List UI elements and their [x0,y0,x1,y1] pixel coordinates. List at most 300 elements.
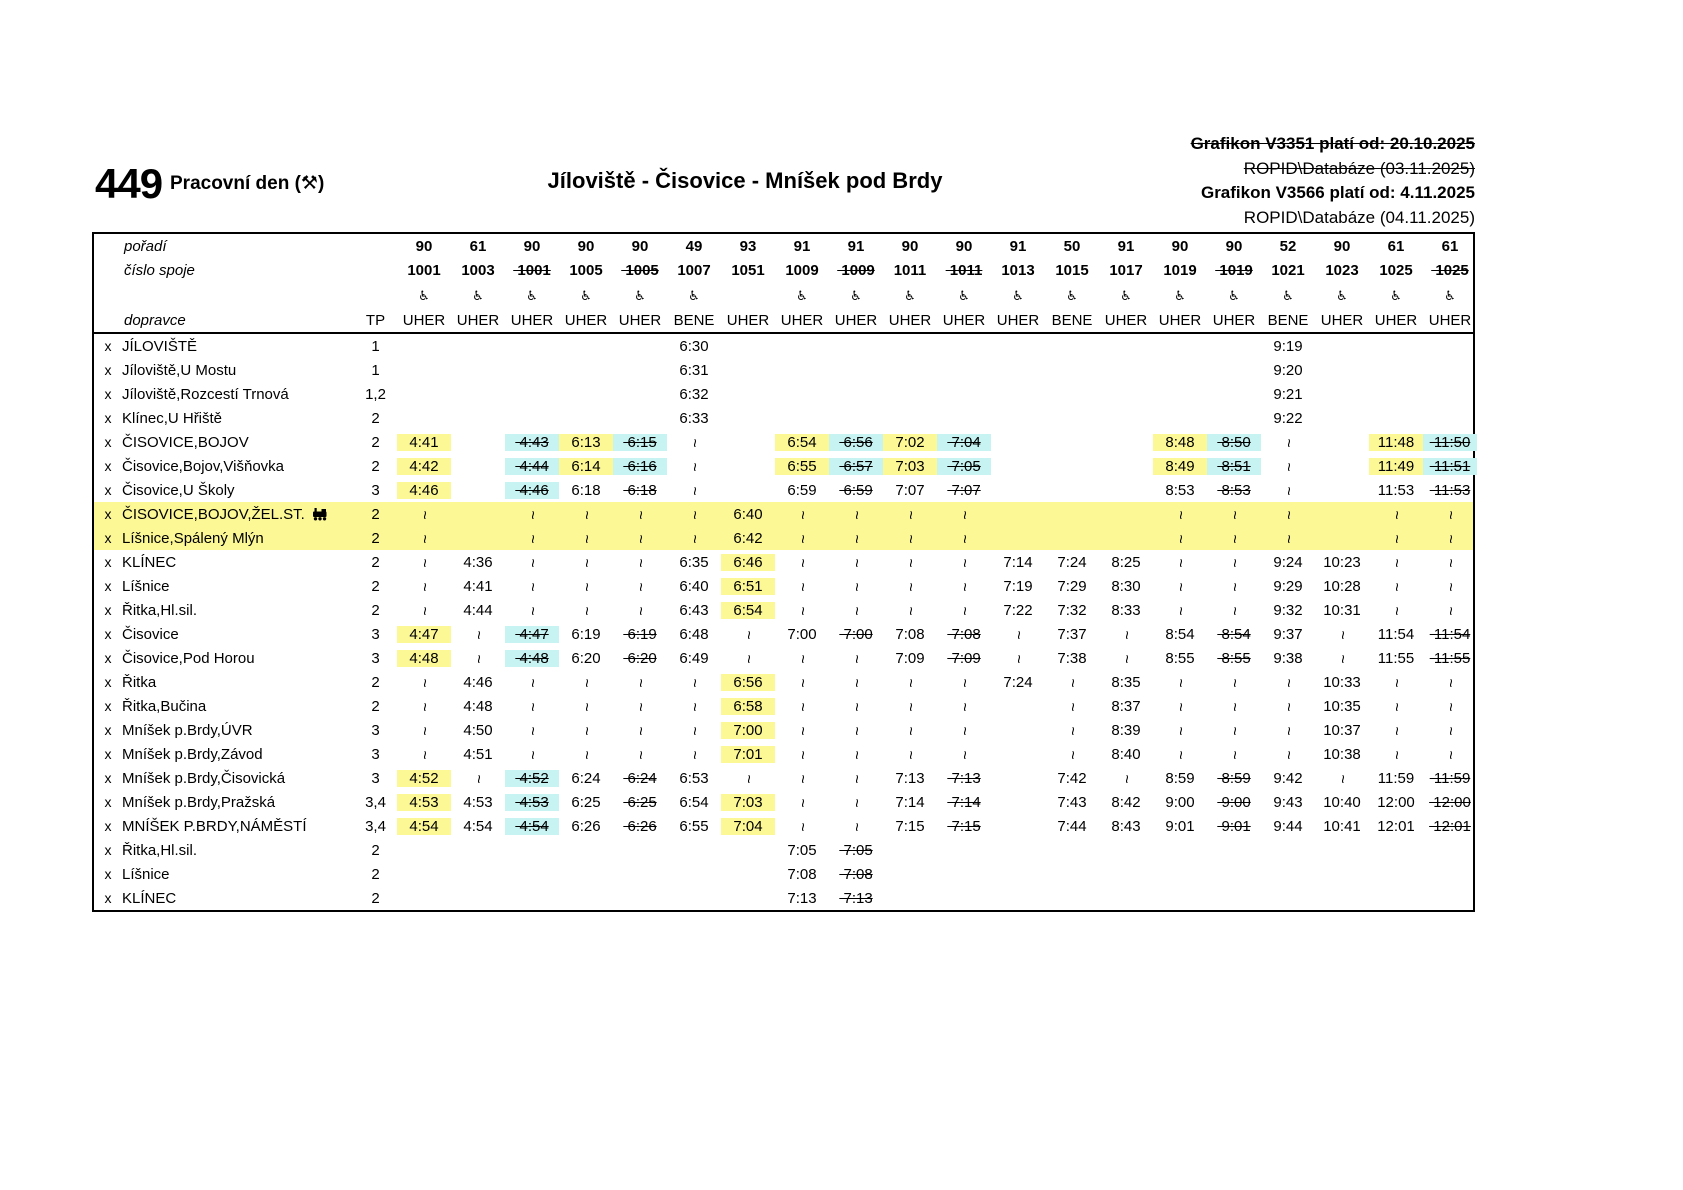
timetable-cell [775,698,829,715]
timetable-cell: 9:43 [1273,793,1303,811]
timetable-cell: 4:48 [463,697,493,715]
validity-info-line: Grafikon V3351 platí od: 20.10.2025 [1190,134,1475,153]
pass-through-icon: ~ [1388,605,1405,616]
timetable-cell: 7:00 [721,722,775,739]
timetable-cell: 4:42 [397,458,451,475]
pass-through-icon: ~ [1226,581,1243,592]
timetable-cell [505,722,559,739]
pass-through-icon: ~ [1172,509,1189,520]
timetable-cell: 4:41 [463,577,493,595]
timetable-cell [1369,746,1423,763]
timetable-cell: 4:54 [463,817,493,835]
pass-through-icon: ~ [1388,677,1405,688]
pass-through-icon: ~ [902,725,919,736]
tariff-zone: 1,2 [365,385,386,403]
column-poradi: 90 [901,237,919,255]
validity-info-line: ROPID\Databáze (04.11.2025) [1243,207,1475,227]
timetable-cell: 9:29 [1273,577,1303,595]
pass-through-icon: ~ [740,629,757,640]
tariff-zone: 2 [371,505,380,523]
timetable-cell [1369,506,1423,523]
timetable-cell [559,578,613,595]
timetable-cell [937,722,991,739]
timetable-cell [775,506,829,523]
request-stop-mark: x [104,530,112,546]
timetable-cell [451,650,505,667]
timetable-cell [1099,770,1153,787]
timetable-cell [559,722,613,739]
pass-through-icon: ~ [956,701,973,712]
timetable-cell: 6:40 [679,577,709,595]
timetable-cell [775,818,829,835]
wheelchair-icon: ♿ [634,287,646,303]
timetable-cell [991,626,1045,643]
tariff-zone: 3 [371,745,380,763]
dopravce-label: dopravce [124,311,186,329]
pass-through-icon: ~ [1172,677,1189,688]
timetable-cell [829,770,883,787]
timetable-cell [1369,578,1423,595]
pass-through-icon: ~ [416,749,433,760]
station-name: KLÍNEC [122,553,177,571]
pass-through-icon: ~ [1334,773,1351,784]
timetable-cell: 12:01 [1429,817,1471,835]
wheelchair-icon: ♿ [1066,287,1078,303]
pass-through-icon: ~ [1280,509,1297,520]
pass-through-icon: ~ [956,581,973,592]
timetable-cell: 7:04 [721,818,775,835]
stop-row [94,502,1473,526]
pass-through-icon: ~ [686,533,703,544]
timetable-cell: 6:32 [679,385,709,403]
timetable-cell: 8:40 [1111,745,1141,763]
timetable-cell: 6:24 [623,769,657,787]
timetable-cell [559,698,613,715]
request-stop-mark: x [104,842,112,858]
timetable-cell: 8:49 [1153,458,1207,475]
pass-through-icon: ~ [578,581,595,592]
timetable-cell [1423,746,1477,763]
pass-through-icon: ~ [1280,533,1297,544]
pass-through-icon: ~ [578,701,595,712]
stop-row [94,718,1473,742]
timetable-cell [397,746,451,763]
wheelchair-icon: ♿ [796,287,808,303]
timetable-cell [451,770,505,787]
wheelchair-icon: ♿ [850,287,862,303]
timetable-cell: 4:54 [505,818,559,835]
timetable-cell: 7:01 [721,746,775,763]
timetable-cell [397,698,451,715]
pass-through-icon: ~ [794,749,811,760]
timetable-cell: 6:42 [733,529,763,547]
stop-row [94,478,1473,502]
timetable-cell: 7:38 [1057,649,1087,667]
timetable-cell [937,506,991,523]
column-poradi: 90 [955,237,973,255]
timetable-cell: 7:08 [839,865,873,883]
timetable-cell [1423,554,1477,571]
timetable-cell: 7:09 [947,649,981,667]
timetable-cell [829,722,883,739]
pass-through-icon: ~ [902,749,919,760]
timetable-cell [883,722,937,739]
pass-through-icon: ~ [848,653,865,664]
pass-through-icon: ~ [1172,581,1189,592]
station-name: Mníšek p.Brdy,Závod [122,745,263,763]
column-dopravce: UHER [1104,311,1148,329]
timetable-cell [775,650,829,667]
tariff-zone: 2 [371,433,380,451]
timetable-cell: 7:13 [895,769,925,787]
stop-row [94,598,1473,622]
tariff-zone: 2 [371,673,380,691]
timetable-cell: 7:32 [1057,601,1087,619]
timetable-cell [1207,746,1261,763]
timetable-cell [1261,434,1315,451]
pass-through-icon: ~ [1226,557,1243,568]
timetable-cell: 7:22 [1003,601,1033,619]
timetable-cell: 6:33 [679,409,709,427]
pass-through-icon: ~ [848,701,865,712]
wheelchair-icon: ♿ [1282,287,1294,303]
pass-through-icon: ~ [956,557,973,568]
timetable-cell: 6:40 [733,505,763,523]
timetable-cell: 6:43 [679,601,709,619]
pass-through-icon: ~ [470,629,487,640]
timetable-cell [1315,650,1369,667]
timetable-cell [721,626,775,643]
column-poradi: 93 [739,237,757,255]
timetable-cell: 6:18 [623,481,657,499]
column-dopravce: BENE [1051,311,1093,329]
wheelchair-icon: ♿ [418,287,430,303]
pass-through-icon: ~ [632,533,649,544]
station-name: Líšnice [122,865,170,883]
timetable-cell [1207,722,1261,739]
timetable-cell: 8:59 [1217,769,1251,787]
pass-through-icon: ~ [416,725,433,736]
column-cislo-spoje: 1023 [1325,261,1359,279]
timetable-cell [883,746,937,763]
pass-through-icon: ~ [686,677,703,688]
timetable-cell: 9:37 [1273,625,1303,643]
timetable-cell [505,674,559,691]
pass-through-icon: ~ [902,557,919,568]
column-cislo-spoje: 1011 [945,261,983,279]
timetable-cell: 6:31 [679,361,709,379]
pass-through-icon: ~ [632,749,649,760]
column-dopravce: UHER [564,311,608,329]
request-stop-mark: x [104,722,112,738]
timetable-cell: 7:24 [1057,553,1087,571]
request-stop-mark: x [104,650,112,666]
timetable-cell: 6:54 [775,434,829,451]
timetable-cell: 8:39 [1111,721,1141,739]
column-dopravce: UHER [1158,311,1202,329]
timetable-cell: 9:24 [1273,553,1303,571]
request-stop-mark: x [104,818,112,834]
timetable-cell [613,722,667,739]
timetable-cell [775,578,829,595]
timetable-cell [1315,626,1369,643]
stop-row [94,694,1473,718]
station-name: KLÍNEC [122,889,177,907]
station-name: ČISOVICE,BOJOV,ŽEL.ST. [122,506,354,523]
pass-through-icon: ~ [632,725,649,736]
timetable-cell [1423,722,1477,739]
pass-through-icon: ~ [416,533,433,544]
stop-row [94,790,1473,814]
tariff-zone: 3 [371,769,380,787]
timetable-cell [1153,530,1207,547]
timetable-cell [397,530,451,547]
timetable-cell [775,674,829,691]
pass-through-icon: ~ [848,605,865,616]
timetable-cell: 6:57 [829,458,883,475]
timetable-cell: 6:58 [721,698,775,715]
pass-through-icon: ~ [1280,677,1297,688]
timetable-cell: 4:44 [505,458,559,475]
pass-through-icon: ~ [1442,725,1459,736]
timetable-cell: 6:19 [623,625,657,643]
timetable-cell: 9:38 [1273,649,1303,667]
tariff-zone: 2 [371,841,380,859]
request-stop-mark: x [104,602,112,618]
timetable-cell [775,746,829,763]
timetable-cell [883,554,937,571]
station-name: Jíloviště,Rozcestí Trnová [122,385,289,403]
pass-through-icon: ~ [416,557,433,568]
timetable-cell: 4:48 [397,650,451,667]
timetable-cell: 6:24 [571,769,601,787]
timetable-cell [1153,602,1207,619]
pass-through-icon: ~ [1442,509,1459,520]
pass-through-icon: ~ [1226,533,1243,544]
pass-through-icon: ~ [1064,749,1081,760]
request-stop-mark: x [104,794,112,810]
request-stop-mark: x [104,674,112,690]
pass-through-icon: ~ [1280,461,1297,472]
station-name: Mníšek p.Brdy,ÚVR [122,721,253,739]
pass-through-icon: ~ [1388,581,1405,592]
tariff-zone: 2 [371,601,380,619]
timetable-cell: 8:55 [1217,649,1251,667]
pass-through-icon: ~ [524,677,541,688]
pass-through-icon: ~ [1010,653,1027,664]
request-stop-mark: x [104,386,112,402]
timetable-cell [883,602,937,619]
timetable-cell [667,722,721,739]
timetable-cell: 6:54 [679,793,709,811]
stop-row [94,742,1473,766]
timetable-cell [451,626,505,643]
timetable-cell [883,530,937,547]
timetable-cell: 7:43 [1057,793,1087,811]
column-poradi: 90 [1333,237,1351,255]
pass-through-icon: ~ [794,509,811,520]
timetable-cell: 11:51 [1423,458,1477,475]
tariff-zone: 1 [371,337,380,355]
timetable-cell: 4:46 [505,482,559,499]
validity-info-line: Grafikon V3566 platí od: 4.11.2025 [1200,183,1475,202]
pass-through-icon: ~ [848,773,865,784]
timetable-cell [1261,746,1315,763]
timetable-cell [667,746,721,763]
timetable-cell [883,698,937,715]
column-dopravce: UHER [726,311,770,329]
timetable-cell [1099,650,1153,667]
pass-through-icon: ~ [1064,677,1081,688]
timetable-cell: 6:54 [721,602,775,619]
request-stop-mark: x [104,770,112,786]
pass-through-icon: ~ [686,749,703,760]
stop-row [94,382,1473,406]
timetable-cell: 6:15 [613,434,667,451]
wheelchair-icon: ♿ [1336,287,1348,303]
pass-through-icon: ~ [686,485,703,496]
pass-through-icon: ~ [1172,605,1189,616]
timetable-cell: 8:53 [1165,481,1195,499]
column-poradi: 52 [1279,237,1297,255]
timetable-cell [1423,602,1477,619]
timetable-cell: 4:44 [463,601,493,619]
pass-through-icon: ~ [1172,533,1189,544]
request-stop-mark: x [104,890,112,906]
pass-through-icon: ~ [1388,509,1405,520]
column-cislo-spoje: 1019 [1215,261,1253,279]
request-stop-mark: x [104,338,112,354]
pass-through-icon: ~ [632,557,649,568]
timetable-cell: 7:03 [721,794,775,811]
pass-through-icon: ~ [578,749,595,760]
timetable-cell [1369,698,1423,715]
station-name: Řitka,Hl.sil. [122,601,198,619]
timetable-cell: 6:20 [623,649,657,667]
pass-through-icon: ~ [1442,677,1459,688]
timetable-cell: 4:51 [463,745,493,763]
timetable-cell: 6:14 [559,458,613,475]
pass-through-icon: ~ [578,533,595,544]
timetable-cell: 7:13 [839,889,873,907]
timetable-cell: 6:26 [571,817,601,835]
timetable-cell [613,698,667,715]
timetable-cell [1153,554,1207,571]
timetable-cell [1261,722,1315,739]
timetable-cell [397,674,451,691]
stop-row [94,862,1473,886]
station-name: Klínec,U Hřiště [122,409,223,427]
timetable-cell [829,554,883,571]
timetable-cell [829,746,883,763]
column-dopravce: UHER [834,311,878,329]
pass-through-icon: ~ [740,653,757,664]
timetable-cell [613,530,667,547]
pass-through-icon: ~ [794,797,811,808]
pass-through-icon: ~ [416,677,433,688]
cislo-spoje-row [94,258,1473,282]
timetable-cell: 7:05 [787,841,817,859]
timetable-cell: 8:51 [1207,458,1261,475]
column-cislo-spoje: 1051 [731,261,765,279]
timetable-cell [1153,674,1207,691]
timetable-cell [1423,530,1477,547]
pass-through-icon: ~ [686,725,703,736]
column-poradi: 61 [1387,237,1405,255]
timetable-cell: 7:15 [947,817,981,835]
timetable-cell: 7:37 [1057,625,1087,643]
timetable-cell [613,578,667,595]
timetable-cell [1261,698,1315,715]
timetable-cell: 6:13 [559,434,613,451]
column-dopravce: UHER [1212,311,1256,329]
timetable-cell: 4:43 [505,434,559,451]
timetable-cell [883,506,937,523]
request-stop-mark: x [104,578,112,594]
dopravce-row [94,308,1473,332]
pass-through-icon: ~ [794,533,811,544]
pass-through-icon: ~ [578,509,595,520]
pass-through-icon: ~ [794,677,811,688]
timetable-cell [1045,698,1099,715]
column-cislo-spoje: 1001 [407,261,441,279]
wheelchair-icon: ♿ [526,287,538,303]
timetable-cell [1207,602,1261,619]
stop-row [94,838,1473,862]
timetable-cell [829,506,883,523]
tariff-zone: 2 [371,889,380,907]
timetable-cell [559,746,613,763]
pass-through-icon: ~ [416,509,433,520]
column-dopravce: UHER [456,311,500,329]
timetable-cell [829,602,883,619]
timetable-cell: 9:44 [1273,817,1303,835]
pass-through-icon: ~ [848,677,865,688]
timetable-cell: 7:05 [937,458,991,475]
day-type-label: Pracovní den (⚒) [170,173,325,194]
cislo-spoje-label: číslo spoje [124,261,195,279]
column-cislo-spoje: 1025 [1379,261,1413,279]
tariff-zone: 2 [371,409,380,427]
timetable-cell: 9:00 [1217,793,1251,811]
timetable-cell [1045,746,1099,763]
pass-through-icon: ~ [1442,701,1459,712]
timetable-cell [937,698,991,715]
pass-through-icon: ~ [632,605,649,616]
stop-row [94,670,1473,694]
timetable-cell [397,506,451,523]
column-poradi: 91 [847,237,865,255]
column-cislo-spoje: 1005 [621,261,659,279]
stop-row [94,406,1473,430]
timetable-cell: 11:59 [1377,769,1415,787]
timetable-cell [613,674,667,691]
pass-through-icon: ~ [1226,677,1243,688]
timetable-cell [883,674,937,691]
station-name: Čisovice,U Školy [122,481,235,499]
timetable-cell [1207,506,1261,523]
pass-through-icon: ~ [578,605,595,616]
column-dopravce: UHER [510,311,554,329]
timetable-cell: 4:41 [397,434,451,451]
tp-header: TP [365,311,386,329]
pass-through-icon: ~ [956,533,973,544]
pass-through-icon: ~ [1280,749,1297,760]
column-cislo-spoje: 1009 [785,261,819,279]
pass-through-icon: ~ [848,533,865,544]
timetable-cell [829,818,883,835]
pass-through-icon: ~ [848,821,865,832]
